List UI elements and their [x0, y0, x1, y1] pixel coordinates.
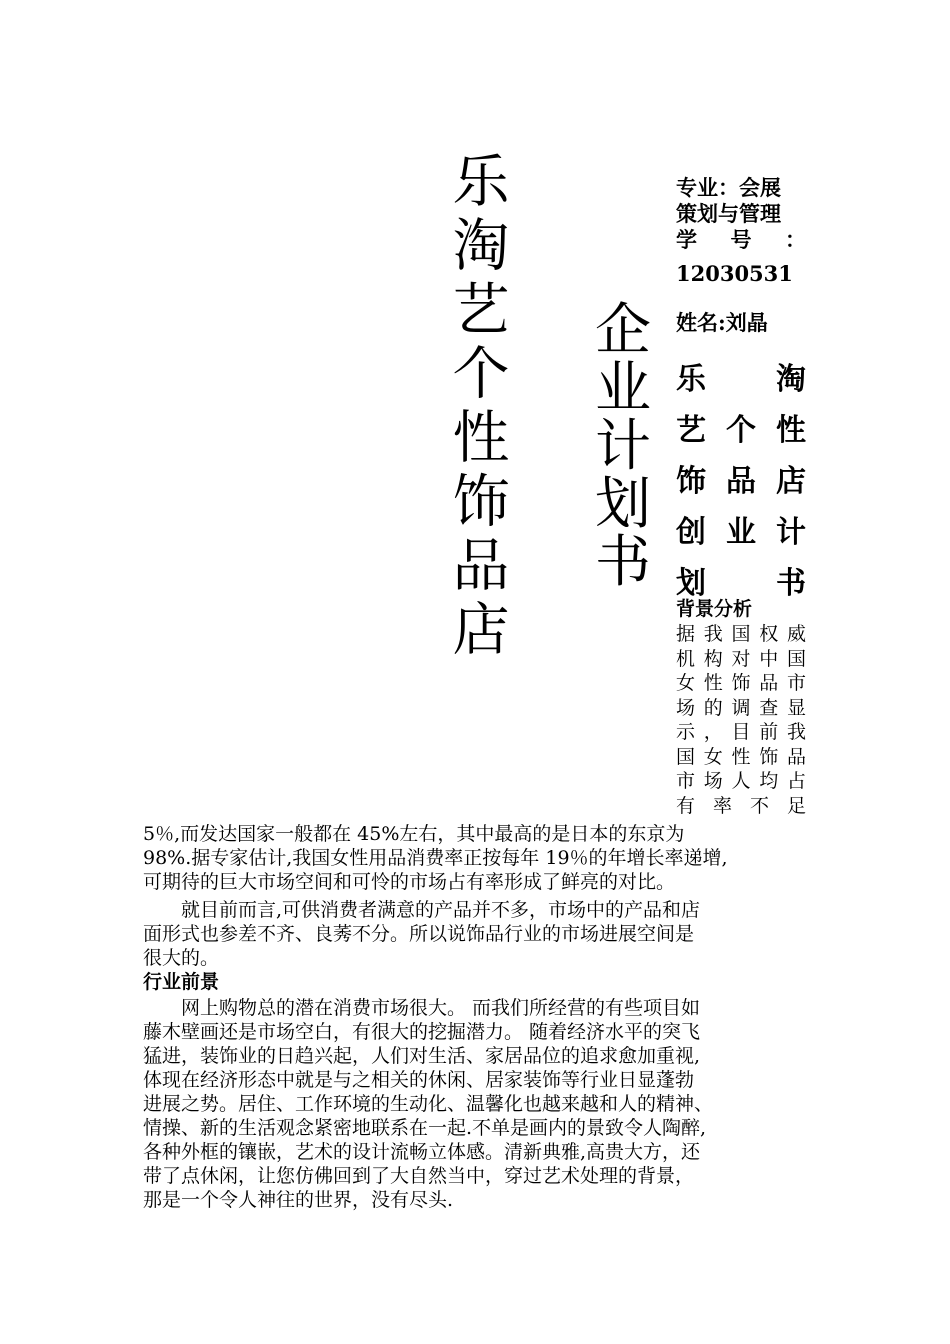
bold-title-line: 艺 个 性 — [676, 413, 806, 448]
title-char: 个 — [452, 341, 510, 407]
title-char: 计 — [595, 414, 651, 479]
title-char: 淘 — [452, 213, 510, 279]
student-id-value: 12030531 — [676, 261, 793, 286]
bold-title-line: 乐 淘 — [676, 362, 806, 397]
title-char: 饰 — [452, 469, 510, 535]
bold-title-line: 划 书 — [676, 566, 806, 601]
major-label-line1: 专业：会展 — [676, 175, 781, 200]
title-char: 店 — [452, 597, 510, 663]
title-char: 企 — [595, 298, 651, 363]
background-paragraph-1: 5％,而发达国家一般都在 45%左右，其中最高的是日本的东京为 98%.据专家估计,我国女性用品消费率正按每年 19％的年增长率递增, 可期待的巨大市场空间和可怜的市场占有率形成了鲜亮的对比。 — [143, 823, 728, 893]
narrow-text-line: 据 我 国 权 威 — [676, 623, 806, 645]
industry-paragraph: 网上购物总的潜在消费市场很大。 而我们所经营的有些项目如 藤木壁画还是市场空白，有很大的挖掘潜力。 随着经济水平的突飞 猛进，装饰业的日趋兴起，人们对生活、家居品位的追求愈加重视, 体现在经济形态中就是与之相关的休闲、居家装饰等行业日显蓬勃 进展之势。居住、工作环境的生动化、温馨化也越来越和人的精神、 情操、新的生活观念紧密地联系在一起.不单是画内的景致令人陶醉, 各种外框的镶嵌，艺术的设计流畅立体感。清新典雅,高贵大方，还 带了点休闲，让您仿佛回到了大自然当中，穿过艺术处理的背景， 那是一个令人神往的世界，没有尽头. — [143, 997, 714, 1211]
title-char: 艺 — [452, 277, 510, 343]
section-heading-industry: 行业前景 — [143, 971, 220, 993]
vertical-plan-title — [588, 298, 658, 595]
narrow-text-line: 国 女 性 饰 品 — [676, 745, 806, 768]
background-paragraph-2: 就目前而言,可供消费者满意的产品并不多，市场中的产品和店 面形式也参差不齐、良莠不分。所以说饰品行业的市场进展空间是 很大的。 — [143, 899, 701, 969]
vertical-store-title — [445, 150, 517, 662]
bold-title-line: 创 业 计 — [676, 515, 806, 550]
title-char: 性 — [452, 405, 510, 471]
student-name: 姓名:刘晶 — [676, 310, 768, 335]
narrow-text-line: 场 的 调 查 显 — [676, 696, 806, 719]
bold-title-line: 饰 品 店 — [676, 464, 806, 499]
narrow-text-line: 女 性 饰 品 市 — [676, 672, 806, 694]
title-char: 书 — [595, 530, 651, 595]
title-char: 业 — [595, 356, 651, 421]
narrow-text-line: 有 率 不 足 — [676, 794, 806, 817]
section-heading-background: 背景分析 — [676, 598, 753, 620]
title-char: 乐 — [452, 149, 510, 215]
major-label-line2: 策划与管理 — [676, 201, 781, 226]
student-id-label: 学 号 ： — [676, 227, 806, 252]
narrow-text-line: 市 场 人 均 占 — [676, 770, 806, 792]
narrow-text-line: 示 ， 目 前 我 — [676, 721, 806, 743]
narrow-text-line: 机 构 对 中 国 — [676, 647, 806, 670]
title-char: 品 — [452, 533, 510, 599]
title-char: 划 — [595, 472, 651, 537]
